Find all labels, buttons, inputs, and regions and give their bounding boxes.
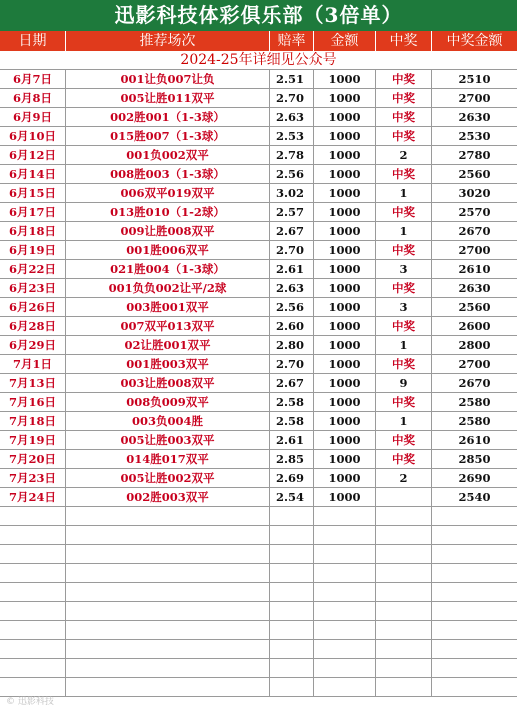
cell-odds: 2.58	[270, 412, 314, 431]
cell-amount: 1000	[314, 184, 376, 203]
cell-payout: 2560	[458, 167, 491, 181]
cell-payout	[432, 507, 517, 526]
empty-row	[0, 583, 517, 602]
cell-odds	[270, 659, 314, 678]
header-date: 日期	[0, 31, 66, 51]
table-row	[0, 108, 517, 127]
cell-odds	[270, 640, 314, 659]
cell-amount: 1000	[314, 488, 376, 507]
cell-amount: 1000	[314, 203, 376, 222]
cell-amount: 1000	[314, 89, 376, 108]
cell-odds: 2.70	[270, 89, 314, 108]
cell-result: 3	[376, 298, 432, 317]
cell-date	[0, 659, 66, 678]
cell-odds: 2.61	[270, 431, 314, 450]
cell-amount: 1000	[314, 469, 376, 488]
cell-amount: 1000	[314, 108, 376, 127]
cell-match: 002胜001（1-3球）	[66, 108, 270, 127]
cell-date	[0, 621, 66, 640]
cell-date	[0, 583, 66, 602]
cell-odds: 2.70	[270, 241, 314, 260]
cell-odds: 2.51	[270, 70, 314, 89]
cell-date: 6月12日	[0, 146, 66, 165]
cell-result: 9	[376, 374, 432, 393]
cell-result	[376, 526, 432, 545]
cell-match: 001胜006双平	[66, 241, 270, 260]
cell-amount	[314, 564, 376, 583]
cell-odds	[270, 526, 314, 545]
cell-odds: 2.69	[270, 469, 314, 488]
column-header-row	[0, 31, 517, 51]
cell-match: 003让胜008双平	[66, 374, 270, 393]
cell-match	[66, 583, 270, 602]
cell-match: 001负002双平	[66, 146, 270, 165]
table-row	[0, 222, 517, 241]
cell-odds: 3.02	[270, 184, 314, 203]
cell-odds	[270, 507, 314, 526]
cell-date: 6月18日	[0, 222, 66, 241]
cell-match: 015胜007（1-3球）	[66, 127, 270, 146]
table-row	[0, 317, 517, 336]
cell-match: 008胜003（1-3球）	[66, 165, 270, 184]
empty-row	[0, 564, 517, 583]
cell-match: 003胜001双平	[66, 298, 270, 317]
cell-payout: 2580	[458, 414, 491, 428]
cell-amount: 1000	[314, 146, 376, 165]
empty-row	[0, 678, 517, 697]
cell-odds	[270, 564, 314, 583]
cell-match: 014胜017双平	[66, 450, 270, 469]
cell-payout: 2610	[458, 433, 491, 447]
cell-result: 1	[376, 222, 432, 241]
cell-amount	[314, 545, 376, 564]
cell-amount	[314, 621, 376, 640]
cell-payout: 2670	[458, 376, 491, 390]
cell-match: 02让胜001双平	[66, 336, 270, 355]
cell-date: 7月1日	[0, 355, 66, 374]
cell-odds	[270, 545, 314, 564]
cell-result	[376, 621, 432, 640]
cell-payout	[432, 602, 517, 621]
header-odds: 赔率	[270, 31, 314, 51]
cell-match	[66, 659, 270, 678]
cell-date: 6月17日	[0, 203, 66, 222]
cell-match: 005让胜003双平	[66, 431, 270, 450]
cell-date: 6月8日	[0, 89, 66, 108]
cell-odds	[270, 678, 314, 697]
cell-date: 6月29日	[0, 336, 66, 355]
table-row	[0, 393, 517, 412]
sheet-title: 迅影科技体彩俱乐部（3倍单）	[0, 0, 517, 31]
cell-match	[66, 545, 270, 564]
cell-match	[66, 678, 270, 697]
cell-payout: 2700	[458, 91, 491, 105]
table-row	[0, 450, 517, 469]
header-amount: 金额	[314, 31, 376, 51]
cell-amount: 1000	[314, 260, 376, 279]
cell-match	[66, 602, 270, 621]
cell-result	[376, 507, 432, 526]
cell-amount: 1000	[314, 222, 376, 241]
cell-result	[376, 678, 432, 697]
cell-payout: 2580	[458, 395, 491, 409]
cell-amount: 1000	[314, 374, 376, 393]
cell-odds	[270, 621, 314, 640]
cell-result: 中奖	[376, 108, 432, 127]
cell-odds: 2.58	[270, 393, 314, 412]
cell-date: 6月28日	[0, 317, 66, 336]
cell-amount	[314, 602, 376, 621]
cell-date: 7月24日	[0, 488, 66, 507]
cell-result: 中奖	[376, 203, 432, 222]
table-row	[0, 298, 517, 317]
empty-row	[0, 526, 517, 545]
cell-result: 中奖	[376, 393, 432, 412]
cell-result: 2	[376, 146, 432, 165]
cell-match: 021胜004（1-3球）	[66, 260, 270, 279]
cell-date: 6月7日	[0, 70, 66, 89]
cell-result: 3	[376, 260, 432, 279]
cell-result: 中奖	[376, 241, 432, 260]
empty-row	[0, 545, 517, 564]
cell-date	[0, 507, 66, 526]
cell-result: 1	[376, 336, 432, 355]
cell-odds: 2.53	[270, 127, 314, 146]
cell-odds: 2.80	[270, 336, 314, 355]
cell-payout	[432, 621, 517, 640]
cell-payout: 2540	[458, 490, 491, 504]
cell-amount	[314, 678, 376, 697]
cell-amount: 1000	[314, 127, 376, 146]
cell-date	[0, 564, 66, 583]
cell-odds: 2.56	[270, 298, 314, 317]
cell-match: 001负负002让平/2球	[66, 279, 270, 298]
table-row	[0, 412, 517, 431]
cell-date	[0, 602, 66, 621]
cell-match: 008负009双平	[66, 393, 270, 412]
cell-payout: 2510	[458, 72, 491, 86]
cell-amount: 1000	[314, 450, 376, 469]
table-row	[0, 374, 517, 393]
cell-payout: 2850	[458, 452, 491, 466]
cell-date: 6月15日	[0, 184, 66, 203]
table-row	[0, 89, 517, 108]
cell-amount: 1000	[314, 431, 376, 450]
cell-result: 中奖	[376, 127, 432, 146]
cell-date: 6月19日	[0, 241, 66, 260]
cell-payout	[432, 583, 517, 602]
cell-odds: 2.85	[270, 450, 314, 469]
cell-date: 6月26日	[0, 298, 66, 317]
cell-payout: 2530	[458, 129, 491, 143]
cell-payout: 2570	[458, 205, 491, 219]
cell-odds: 2.63	[270, 279, 314, 298]
cell-match: 005让胜011双平	[66, 89, 270, 108]
cell-odds: 2.67	[270, 374, 314, 393]
cell-odds: 2.60	[270, 317, 314, 336]
cell-result: 2	[376, 469, 432, 488]
empty-row	[0, 640, 517, 659]
cell-amount: 1000	[314, 393, 376, 412]
cell-odds: 2.56	[270, 165, 314, 184]
cell-payout: 2800	[458, 338, 491, 352]
cell-result	[376, 640, 432, 659]
cell-match	[66, 507, 270, 526]
cell-amount: 1000	[314, 336, 376, 355]
cell-payout: 2700	[458, 243, 491, 257]
cell-date: 7月19日	[0, 431, 66, 450]
cell-amount	[314, 659, 376, 678]
table-row	[0, 146, 517, 165]
cell-date	[0, 526, 66, 545]
table-row	[0, 165, 517, 184]
cell-amount: 1000	[314, 241, 376, 260]
cell-odds: 2.57	[270, 203, 314, 222]
cell-amount: 1000	[314, 70, 376, 89]
cell-match: 005让胜002双平	[66, 469, 270, 488]
cell-date: 6月23日	[0, 279, 66, 298]
cell-result	[376, 564, 432, 583]
cell-date	[0, 640, 66, 659]
cell-odds: 2.67	[270, 222, 314, 241]
table-row	[0, 336, 517, 355]
cell-amount: 1000	[314, 355, 376, 374]
cell-date: 6月9日	[0, 108, 66, 127]
table-row	[0, 203, 517, 222]
cell-result: 中奖	[376, 70, 432, 89]
cell-payout	[432, 545, 517, 564]
cell-amount: 1000	[314, 412, 376, 431]
table-row	[0, 488, 517, 507]
table-row	[0, 260, 517, 279]
cell-date: 7月16日	[0, 393, 66, 412]
cell-amount	[314, 583, 376, 602]
table-row	[0, 355, 517, 374]
cell-odds	[270, 602, 314, 621]
cell-payout	[432, 640, 517, 659]
cell-result: 1	[376, 412, 432, 431]
cell-payout: 3020	[458, 186, 491, 200]
cell-result	[376, 488, 432, 507]
cell-date: 6月14日	[0, 165, 66, 184]
cell-result	[376, 659, 432, 678]
cell-date: 7月23日	[0, 469, 66, 488]
cell-match	[66, 564, 270, 583]
cell-match: 001让负007让负	[66, 70, 270, 89]
cell-payout	[432, 564, 517, 583]
table-row	[0, 184, 517, 203]
cell-date: 7月20日	[0, 450, 66, 469]
cell-odds: 2.63	[270, 108, 314, 127]
cell-odds: 2.70	[270, 355, 314, 374]
cell-result: 中奖	[376, 279, 432, 298]
cell-result: 1	[376, 184, 432, 203]
cell-payout: 2780	[458, 148, 491, 162]
cell-amount: 1000	[314, 317, 376, 336]
cell-match: 009让胜008双平	[66, 222, 270, 241]
header-payout: 中奖金额	[446, 33, 503, 49]
cell-result: 中奖	[376, 89, 432, 108]
cell-date	[0, 545, 66, 564]
cell-result: 中奖	[376, 450, 432, 469]
cell-match: 006双平019双平	[66, 184, 270, 203]
cell-result	[376, 545, 432, 564]
cell-odds: 2.78	[270, 146, 314, 165]
cell-result: 中奖	[376, 317, 432, 336]
cell-match: 013胜010（1-2球）	[66, 203, 270, 222]
cell-date: 6月22日	[0, 260, 66, 279]
empty-row	[0, 602, 517, 621]
cell-odds: 2.61	[270, 260, 314, 279]
cell-result	[376, 583, 432, 602]
header-match: 推荐场次	[66, 31, 270, 51]
cell-match	[66, 640, 270, 659]
header-result: 中奖	[376, 31, 432, 51]
cell-date: 7月18日	[0, 412, 66, 431]
empty-row	[0, 621, 517, 640]
cell-payout	[432, 678, 517, 697]
table-row	[0, 469, 517, 488]
cell-date: 6月10日	[0, 127, 66, 146]
cell-amount: 1000	[314, 279, 376, 298]
cell-payout: 2560	[458, 300, 491, 314]
notice-banner: 2024-25年详细见公众号	[0, 51, 517, 70]
cell-date: 7月13日	[0, 374, 66, 393]
empty-row	[0, 659, 517, 678]
cell-payout: 2670	[458, 224, 491, 238]
cell-payout: 2600	[458, 319, 491, 333]
cell-match: 001胜003双平	[66, 355, 270, 374]
cell-match	[66, 621, 270, 640]
watermark: © 迅影科技	[6, 697, 54, 707]
cell-match	[66, 526, 270, 545]
cell-payout: 2630	[458, 110, 491, 124]
empty-row	[0, 507, 517, 526]
cell-payout: 2630	[458, 281, 491, 295]
cell-payout	[432, 659, 517, 678]
cell-odds: 2.54	[270, 488, 314, 507]
cell-result: 中奖	[376, 165, 432, 184]
table-row	[0, 127, 517, 146]
table-row	[0, 431, 517, 450]
cell-match: 002胜003双平	[66, 488, 270, 507]
cell-odds	[270, 583, 314, 602]
cell-payout	[432, 526, 517, 545]
cell-amount	[314, 640, 376, 659]
cell-match: 003负004胜	[66, 412, 270, 431]
table-row	[0, 241, 517, 260]
cell-amount	[314, 526, 376, 545]
cell-payout: 2690	[458, 471, 491, 485]
cell-amount	[314, 507, 376, 526]
cell-result	[376, 602, 432, 621]
cell-match: 007双平013双平	[66, 317, 270, 336]
cell-result: 中奖	[376, 355, 432, 374]
cell-result: 中奖	[376, 431, 432, 450]
cell-payout: 2700	[458, 357, 491, 371]
cell-amount: 1000	[314, 298, 376, 317]
cell-amount: 1000	[314, 165, 376, 184]
table-row	[0, 279, 517, 298]
table-row	[0, 70, 517, 89]
cell-payout: 2610	[458, 262, 491, 276]
